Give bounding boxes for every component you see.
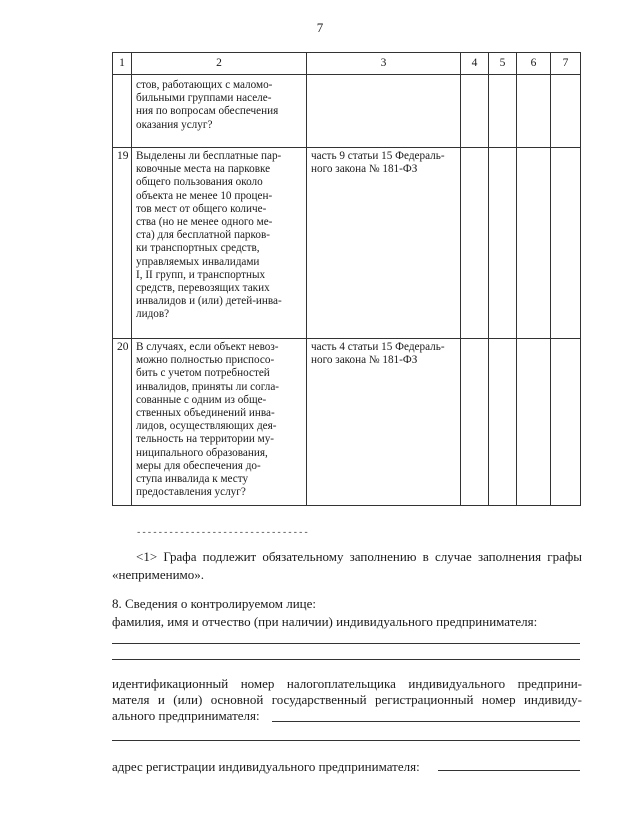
- column-header: 4: [461, 53, 489, 75]
- inn-input-line[interactable]: [272, 721, 580, 722]
- row-number: 19: [113, 148, 132, 339]
- page-number: 7: [316, 20, 324, 35]
- answer-cell-note[interactable]: [551, 339, 581, 506]
- fio-label: фамилия, имя и отчество (при наличии) индивидуального предпринимателя:: [112, 614, 538, 629]
- answer-cell-no[interactable]: [489, 339, 517, 506]
- inn-label: идентификационный номер налогоплательщика индивидуального предприни-мателя и (или) основной государственный регистрационный номер индивиду-ального предпринимателя:: [112, 676, 582, 723]
- answer-cell-na[interactable]: [517, 339, 551, 506]
- question-cell: Выделены ли бесплатные пар- ковочные места на парковке общего пользования около объекта не менее 10 процен- тов мест от общего количе- ства (но не менее одного ме- ста) для бесплатной парков- ки транспортных средств, управляемых инвалидами I, II групп, и транспортных средств, перевозящих таких инвалидов и (или) детей-инва- лидов?: [132, 148, 307, 339]
- legal-basis-cell: [307, 75, 461, 148]
- legal-basis-cell: часть 4 статьи 15 Федераль- ного закона № 181-ФЗ: [307, 339, 461, 506]
- legal-basis-cell: часть 9 статьи 15 Федераль- ного закона № 181-ФЗ: [307, 148, 461, 339]
- question-cell: стов, работающих с маломо- бильными группами населе- ния по вопросам обеспечения оказания услуг?: [132, 75, 307, 148]
- table-header-row: [113, 53, 581, 75]
- address-label: адрес регистрации индивидуального предпринимателя:: [112, 759, 420, 774]
- answer-cell-no[interactable]: [489, 75, 517, 148]
- row-number: [113, 75, 132, 148]
- fio-input-line-2[interactable]: [112, 659, 580, 660]
- answer-cell-yes[interactable]: [461, 339, 489, 506]
- footnote-text: <1> Графа подлежит обязательному заполнению в случае заполнения графы «неприменимо».: [112, 549, 582, 582]
- checklist-table: [112, 52, 581, 506]
- column-header: 6: [517, 53, 551, 75]
- inn-input-line-2[interactable]: [112, 740, 580, 741]
- column-header: 2: [132, 53, 307, 75]
- fio-input-line[interactable]: [112, 643, 580, 644]
- question-cell: В случаях, если объект невоз- можно полностью приспосо- бить с учетом потребностей инвалидов, приняты ли согла- сованные с одним из обще- ственных объединений инва- лидов, осуществляющих дея- тельность на территории му- ниципального образования, меры для обеспечения до- ступа инвалида к месту предоставления услуг?: [132, 339, 307, 506]
- table-row: [113, 339, 581, 506]
- answer-cell-na[interactable]: [517, 148, 551, 339]
- column-header: 1: [113, 53, 132, 75]
- answer-cell-yes[interactable]: [461, 75, 489, 148]
- section-title: 8. Сведения о контролируемом лице:: [112, 596, 317, 611]
- answer-cell-note[interactable]: [551, 75, 581, 148]
- table-row: [113, 75, 581, 148]
- column-header: 7: [551, 53, 581, 75]
- answer-cell-yes[interactable]: [461, 148, 489, 339]
- table-row: [113, 148, 581, 339]
- answer-cell-na[interactable]: [517, 75, 551, 148]
- column-header: 5: [489, 53, 517, 75]
- column-header: 3: [307, 53, 461, 75]
- answer-cell-no[interactable]: [489, 148, 517, 339]
- row-number: 20: [113, 339, 132, 506]
- answer-cell-note[interactable]: [551, 148, 581, 339]
- footnote-separator: --------------------------------: [136, 528, 309, 538]
- address-input-line[interactable]: [438, 770, 580, 771]
